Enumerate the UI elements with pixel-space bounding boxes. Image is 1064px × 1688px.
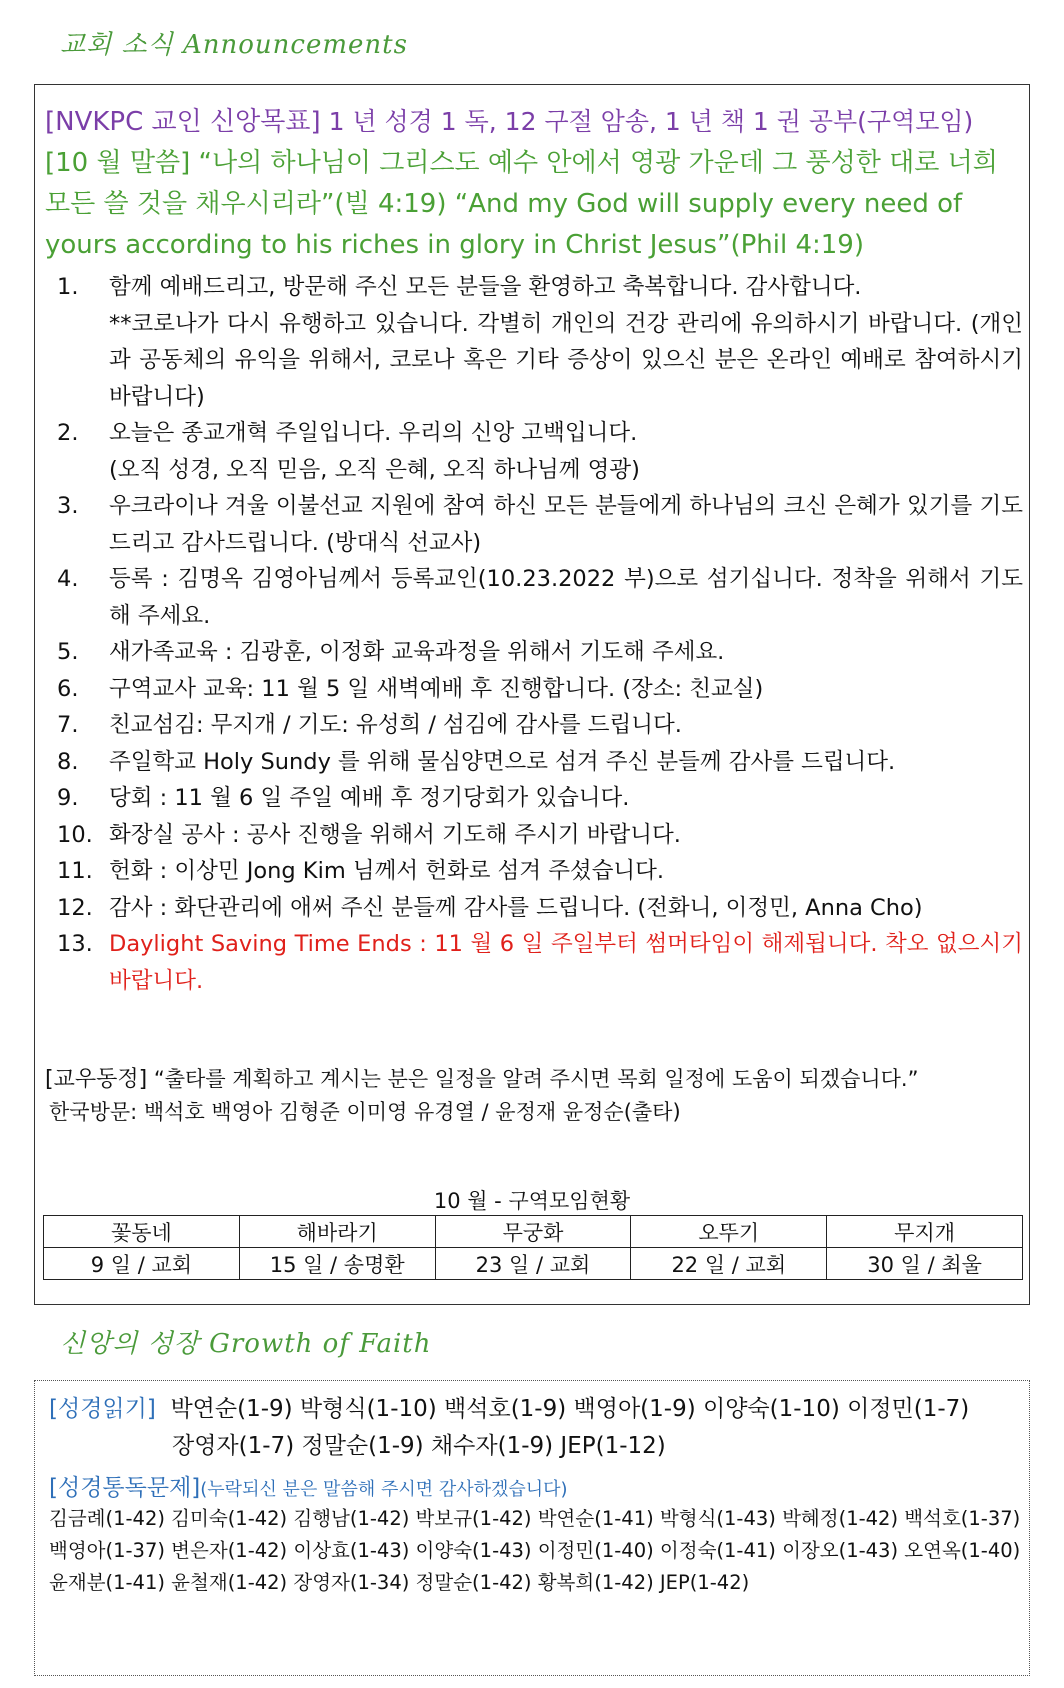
group-info: 15 일 / 송명환 — [239, 1248, 435, 1280]
announcement-item — [53, 707, 1023, 744]
announcement-list — [53, 269, 1023, 999]
group-name: 오뚜기 — [631, 1216, 827, 1248]
bible-reading-label: [성경읽기] — [49, 1396, 156, 1422]
monthly-verse: [10 월 말씀] “나의 하나님이 그리스도 예수 안에서 영광 가운데 그 풍성한 대로 너희 모든 쓸 것을 채우시리라”(빌 4:19) “And my God will supply every need of yours according to his riches in glory in Christ Jesus”(Phil 4:19) — [45, 148, 998, 260]
item-number: 6. — [57, 675, 79, 702]
announcement-item — [53, 817, 1023, 854]
announcement-item — [53, 415, 1023, 488]
item-number: 4. — [57, 566, 79, 592]
group-name: 해바라기 — [239, 1216, 435, 1248]
item-number: 3. — [57, 493, 79, 519]
item-text: 친교섬김: 무지개 / 기도: 유성희 / 섬김에 감사를 드립니다. — [109, 712, 682, 738]
member-news-text: “출타를 계획하고 계시는 분은 일정을 알려 주시면 목회 일정에 도움이 되겠습니다.” — [147, 1067, 919, 1091]
item-text: 구역교사 교육: 11 월 5 일 새벽예배 후 진행합니다. (장소: 친교실) — [109, 675, 764, 702]
bible-quiz-note: (누락되신 분은 말씀해 주시면 감사하겠습니다) — [200, 1479, 568, 1500]
item-number: 1. — [57, 274, 79, 300]
announcement-item — [53, 853, 1023, 890]
item-text: 헌화 : 이상민 Jong Kim 님께서 헌화로 섬겨 주셨습니다. — [109, 858, 665, 884]
group-info: 30 일 / 최울 — [827, 1248, 1023, 1280]
group-name: 무궁화 — [435, 1216, 631, 1248]
item-number: 10. — [57, 821, 93, 848]
faith-goal — [45, 101, 1025, 138]
announcement-item-highlight — [53, 926, 1023, 999]
item-text: 당회 : 11 월 6 일 주일 예배 후 정기당회가 있습니다. — [109, 785, 630, 811]
member-news — [45, 1063, 1025, 1128]
announcements-title: 교회 소식 Announcements — [60, 30, 408, 60]
group-info: 22 일 / 교회 — [631, 1248, 827, 1280]
bible-quiz-label: [성경통독문제] — [49, 1475, 201, 1501]
faith-goal-text: 1 년 성경 1 독, 12 구절 암송, 1 년 책 1 권 공부(구역모임) — [320, 107, 974, 136]
item-number: 7. — [57, 712, 79, 738]
bible-reading — [49, 1391, 1024, 1465]
bible-quiz-header — [49, 1469, 568, 1502]
member-news-label: [교우동정] — [45, 1067, 148, 1092]
faith-goal-label: [NVKPC 교인 신앙목표] — [45, 107, 321, 137]
item-text: 화장실 공사 : 공사 진행을 위해서 기도해 주시기 바랍니다. — [109, 821, 681, 848]
group-name: 무지개 — [827, 1216, 1023, 1248]
bible-reading-line: 박연순(1-9) 박형식(1-10) 백석호(1-9) 백영아(1-9) 이양숙(1-10) 이정민(1-7) — [170, 1396, 970, 1422]
group-info: 9 일 / 교회 — [44, 1248, 240, 1280]
announcement-item — [53, 780, 1023, 817]
growth-box — [34, 1380, 1030, 1676]
bible-reading-line: 장영자(1-7) 정말순(1-9) 채수자(1-9) JEP(1-12) — [172, 1433, 666, 1459]
item-number: 12. — [57, 894, 93, 921]
item-number: 9. — [57, 785, 79, 811]
group-name: 꽃동네 — [44, 1216, 240, 1248]
table-header-row — [44, 1216, 1023, 1248]
announcement-item — [53, 890, 1023, 927]
item-text: 감사 : 화단관리에 애써 주신 분들께 감사를 드립니다. (전화니, 이정민, Anna Cho) — [109, 894, 923, 921]
announcement-item — [53, 671, 1023, 708]
announcement-item — [53, 561, 1023, 634]
item-text: 주일학교 Holy Sundy 를 위해 물심양면으로 섬겨 주신 분들께 감사를 드립니다. — [109, 748, 896, 775]
item-number: 5. — [57, 639, 79, 665]
item-number: 13. — [57, 931, 93, 957]
item-text: 새가족교육 : 김광훈, 이정화 교육과정을 위해서 기도해 주세요. — [109, 639, 725, 665]
item-text: Daylight Saving Time Ends : 11 월 6 일 주일부터 썸머타임이 해제됩니다. 착오 없으시기 바랍니다. — [109, 931, 1023, 994]
announcement-item — [53, 488, 1023, 561]
group-info: 23 일 / 교회 — [435, 1248, 631, 1280]
item-text: 오늘은 종교개혁 주일입니다. 우리의 신앙 고백입니다. (오직 성경, 오직 믿음, 오직 은혜, 오직 하나님께 영광) — [109, 420, 640, 483]
item-number: 8. — [57, 748, 79, 775]
growth-title: 신앙의 성장 Growth of Faith — [60, 1329, 432, 1359]
group-meeting-table — [43, 1215, 1023, 1280]
announcements-box — [34, 84, 1030, 1305]
item-number: 2. — [57, 420, 79, 446]
item-text: 함께 예배드리고, 방문해 주신 모든 분들을 환영하고 축복합니다. 감사합니다. **코로나가 다시 유행하고 있습니다. 각별히 개인의 건강 관리에 유의하시기 바랍니다. (개인과 공동체의 유익을 위해서, 코로나 혹은 기타 증상이 있으신 분은 온라인 예배로 참여하시기 바랍니다) — [109, 274, 1023, 410]
item-text: 우크라이나 겨울 이불선교 지원에 참여 하신 모든 분들에게 하나님의 크신 은혜가 있기를 기도드리고 감사드립니다. (방대식 선교사) — [109, 493, 1023, 556]
announcement-item — [53, 744, 1023, 781]
announcement-item — [53, 269, 1023, 415]
table-row — [44, 1248, 1023, 1280]
item-text: 등록 : 김명옥 김영아님께서 등록교인(10.23.2022 부)으로 섬기십니다. 정착을 위해서 기도해 주세요. — [109, 566, 1023, 629]
bible-quiz-list: 김금례(1-42) 김미숙(1-42) 김행남(1-42) 박보규(1-42) 박연순(1-41) 박형식(1-43) 박혜정(1-42) 백석호(1-37) 백영아(1-37) 변은자(1-42) 이상효(1-43) 이양숙(1-43) 이정민(1-40) 이정숙(1-41) 이장오(1-43) 오연옥(1-40) 윤재분(1-41) 윤철재(1-42) 장영자(1-34) 정말순(1-42) 황복희(1-42) JEP(1-42) — [49, 1507, 1021, 1594]
group-table-caption: 10 월 - 구역모임현황 — [433, 1189, 631, 1213]
announcement-item — [53, 634, 1023, 671]
item-number: 11. — [57, 858, 93, 884]
korea-visits: 한국방문: 백석호 백영아 김형준 이미영 유경열 / 윤정재 윤정순(출타) — [49, 1100, 681, 1124]
